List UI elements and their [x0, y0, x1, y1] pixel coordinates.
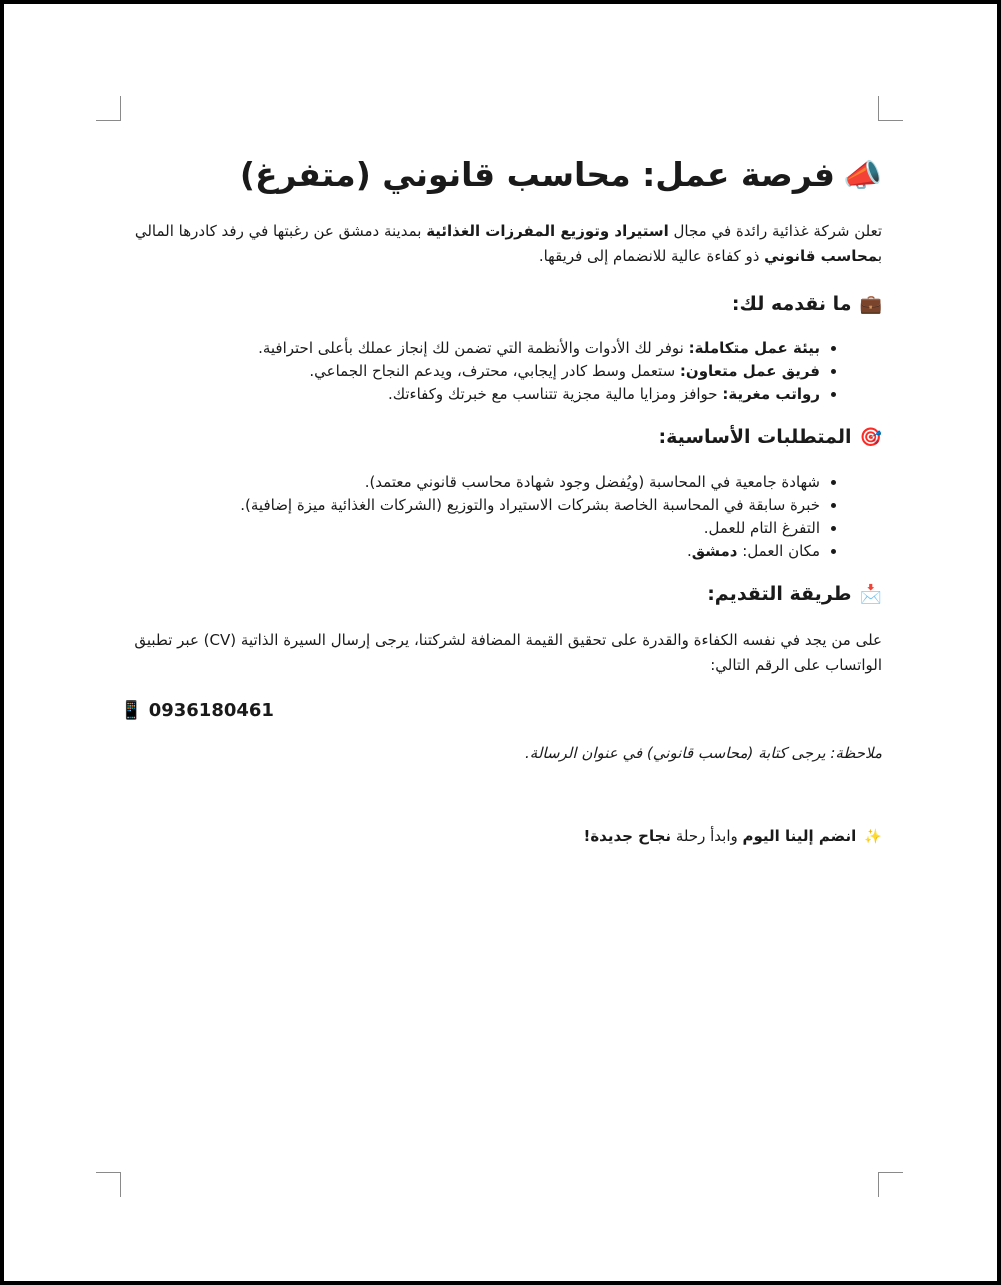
apply-paragraph: على من يجد في نفسه الكفاءة والقدرة على تحقيق القيمة المضافة لشركتنا، يرجى إرسال السيرة الذاتية (CV) عبر تطبيق الواتساب على الرقم التالي: — [134, 630, 882, 674]
intro-bold-role: محاسب قانوني — [764, 246, 878, 265]
mobile-phone-icon: 📱 — [120, 699, 143, 721]
inbox-tray-icon: 📩 — [859, 584, 882, 606]
list-item-text: نوفر لك الأدوات والأنظمة التي تضمن لك إنجاز عملك بأعلى احترافية. — [258, 339, 689, 358]
intro-text-1: تعلن شركة غذائية رائدة في مجال — [668, 221, 882, 240]
megaphone-icon: 📣 — [842, 158, 882, 194]
apply-heading-text: طريقة التقديم: — [707, 583, 852, 606]
intro-text-3: ذو كفاءة عالية للانضمام إلى فريقها. — [538, 246, 765, 265]
intro-text-2: بمدينة دمشق عن رغبتها في رفد كادرها المالي ب — [134, 221, 882, 265]
list-item-title: بيئة عمل متكاملة: — [688, 339, 820, 358]
list-item-tail: . — [686, 542, 692, 561]
list-item — [120, 383, 820, 406]
crop-mark-top-right — [878, 96, 903, 121]
list-item-text: التفرغ التام للعمل. — [703, 519, 820, 538]
phone-number[interactable]: 0936180461 — [148, 699, 274, 721]
apply-heading — [120, 581, 882, 608]
crop-mark-bottom-left — [96, 1172, 121, 1197]
work-location: دمشق — [691, 542, 738, 561]
note-label: ملاحظة: — [830, 743, 882, 762]
crop-mark-top-left — [96, 96, 121, 121]
list-item-text: حوافز ومزايا مالية مجزية تتناسب مع خبرتك وكفاءتك. — [387, 385, 723, 404]
list-item-text: ستعمل وسط كادر إيجابي، محترف، ويدعم النجاح الجماعي. — [309, 362, 680, 381]
briefcase-icon: 💼 — [859, 293, 882, 315]
list-item-text: مكان العمل: — [737, 542, 820, 561]
closing-line — [120, 824, 882, 850]
target-icon: 🎯 — [859, 427, 882, 449]
list-item-text: شهادة جامعية في المحاسبة (ويُفضل وجود شهادة محاسب قانوني معتمد). — [364, 473, 820, 492]
document-body — [120, 154, 882, 850]
requirements-heading — [120, 424, 882, 451]
list-item — [120, 337, 820, 360]
list-item-text: خبرة سابقة في المحاسبة الخاصة بشركات الاستيراد والتوزيع (الشركات الغذائية ميزة إضافية). — [240, 496, 820, 515]
intro-bold-field: استيراد وتوزيع المفرزات الغذائية — [426, 221, 669, 240]
list-item — [120, 360, 820, 383]
page-title-text: فرصة عمل: محاسب قانوني (متفرغ) — [239, 155, 835, 194]
list-item — [120, 540, 820, 563]
sparkles-icon: ✨ — [864, 828, 882, 845]
offer-heading-text: ما نقدمه لك: — [731, 292, 852, 315]
list-item — [120, 517, 820, 540]
requirements-heading-text: المتطلبات الأساسية: — [658, 426, 852, 449]
note-line — [120, 741, 882, 766]
closing-bold-2: نجاح جديدة! — [583, 826, 672, 845]
closing-text: وابدأ رحلة — [671, 826, 743, 845]
phone-line — [120, 698, 882, 723]
list-item — [120, 494, 820, 517]
intro-paragraph — [120, 219, 882, 269]
note-text: يرجى كتابة (محاسب قانوني) في عنوان الرسالة. — [525, 743, 831, 762]
page-title — [120, 154, 882, 197]
offer-list — [120, 337, 882, 406]
list-item — [120, 471, 820, 494]
list-item-title: فريق عمل متعاون: — [679, 362, 820, 381]
requirements-list — [120, 471, 882, 563]
offer-heading — [120, 291, 882, 318]
crop-mark-bottom-right — [878, 1172, 903, 1197]
closing-bold-1: انضم إلينا اليوم — [742, 826, 857, 845]
list-item-title: رواتب مغرية: — [722, 385, 820, 404]
